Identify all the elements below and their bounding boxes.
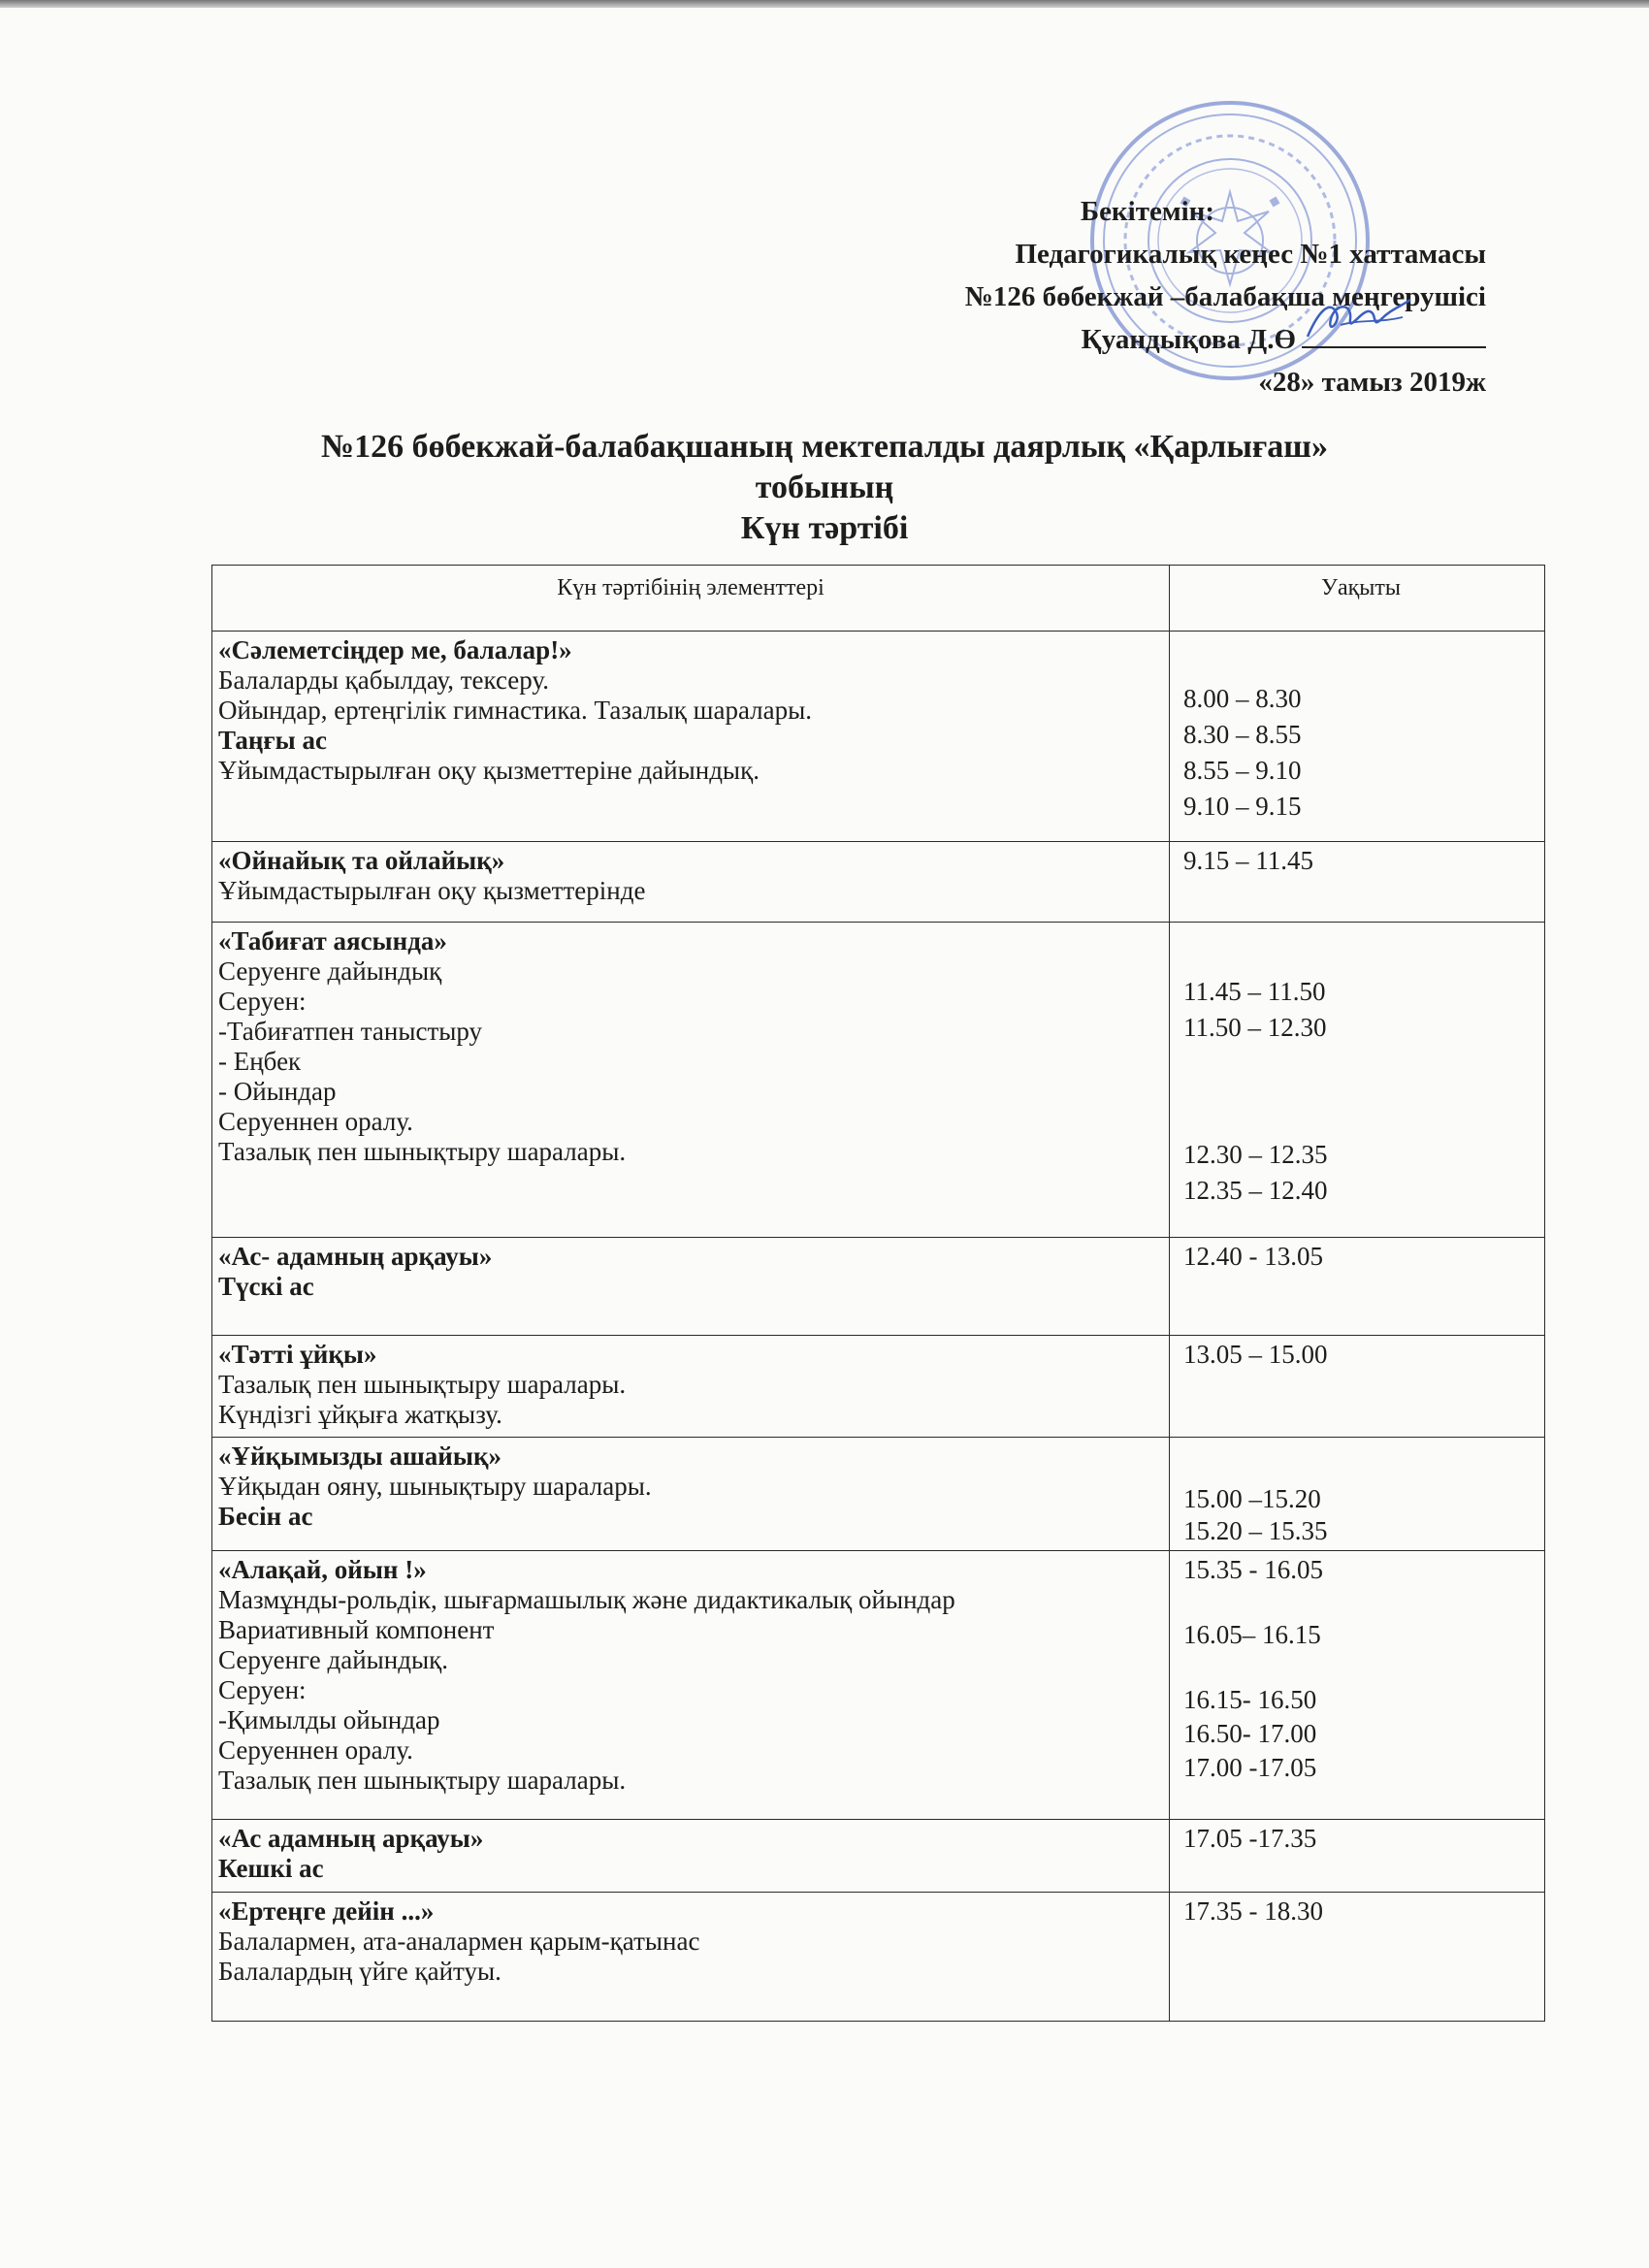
handwritten-signature xyxy=(1302,290,1418,350)
time-value: 12.35 – 12.40 xyxy=(1183,1176,1328,1205)
time-value: 15.20 – 15.35 xyxy=(1183,1516,1328,1545)
table-row xyxy=(212,1438,1545,1551)
activity-title: «Табиғат аясында» xyxy=(218,926,447,956)
time-cell xyxy=(1170,1238,1545,1336)
title-line-1: №126 бөбекжай-балабақшаның мектепалды даярлық «Қарлығаш» xyxy=(320,429,1329,465)
activity-line: Серуенге дайындық xyxy=(218,956,442,986)
time-value: 16.05– 16.15 xyxy=(1183,1620,1321,1649)
approval-block xyxy=(965,190,1486,404)
table-row xyxy=(212,1551,1545,1820)
activity-title: «Ас- адамның арқауы» xyxy=(218,1242,493,1271)
time-cell xyxy=(1170,1893,1545,2022)
activity-line: Ойындар, ертеңгілік гимнастика. Тазалық шаралары. xyxy=(218,696,813,725)
activity-line: - Еңбек xyxy=(218,1047,302,1076)
activity-line: -Қимылды ойындар xyxy=(218,1705,440,1734)
activity-line: Серуеннен оралу. xyxy=(218,1107,413,1136)
activity-title: «Сәлеметсіңдер ме, балалар!» xyxy=(218,635,572,664)
document-title xyxy=(0,427,1649,549)
activity-line: Вариативный компонент xyxy=(218,1615,495,1644)
activity-line: Серуен: xyxy=(218,1675,307,1704)
activity-line: Балалармен, ата-аналармен қарым-қатынас xyxy=(218,1927,700,1956)
approval-date: «28» тамыз 2019ж xyxy=(1258,367,1486,398)
activity-cell xyxy=(212,1438,1170,1551)
time-cell xyxy=(1170,842,1545,923)
activity-cell xyxy=(212,1336,1170,1438)
time-value: 11.45 – 11.50 xyxy=(1183,977,1326,1006)
activity-cell xyxy=(212,1820,1170,1893)
table-row xyxy=(212,1893,1545,2022)
activity-line: Ұйымдастырылған оқу қызметтерінде xyxy=(218,876,646,905)
approval-council-protocol: Педагогикалық кеңес №1 хаттамасы xyxy=(1015,239,1486,270)
activity-cell xyxy=(212,1551,1170,1820)
time-value: 15.00 –15.20 xyxy=(1183,1484,1321,1513)
time-value: 9.15 – 11.45 xyxy=(1183,846,1313,875)
time-cell xyxy=(1170,923,1545,1238)
activity-line: Балалардың үйге қайтуы. xyxy=(218,1957,501,1986)
activity-line: Тазалық пен шынықтыру шаралары. xyxy=(218,1137,627,1166)
activity-line: Ұйымдастырылған оқу қызметтеріне дайындық. xyxy=(218,756,760,785)
time-value: 8.30 – 8.55 xyxy=(1183,720,1302,749)
title-line-3: Күн тәртібі xyxy=(740,510,909,546)
activity-line: Тазалық пен шынықтыру шаралары. xyxy=(218,1370,627,1399)
time-value: 8.55 – 9.10 xyxy=(1183,756,1302,785)
time-value: 17.00 -17.05 xyxy=(1183,1753,1317,1782)
time-value: 8.00 – 8.30 xyxy=(1183,684,1302,713)
activity-line: Серуеннен оралу. xyxy=(218,1735,413,1765)
activity-line: Бесін ас xyxy=(218,1502,313,1531)
activity-line: Тазалық пен шынықтыру шаралары. xyxy=(218,1766,627,1795)
time-cell xyxy=(1170,1438,1545,1551)
time-cell xyxy=(1170,632,1545,842)
activity-cell xyxy=(212,1238,1170,1336)
activity-cell xyxy=(212,842,1170,923)
activity-title: «Тәтті ұйқы» xyxy=(218,1340,377,1369)
time-cell xyxy=(1170,1820,1545,1893)
approval-head-title: №126 бөбекжай –балабақша меңгерушісі xyxy=(964,281,1486,312)
activity-title: «Ойнайық та ойлайық» xyxy=(218,846,505,875)
activity-line: Түскі ас xyxy=(218,1272,314,1301)
time-value: 17.05 -17.35 xyxy=(1183,1824,1317,1853)
title-line-2: тобының xyxy=(755,470,894,505)
table-row xyxy=(212,1238,1545,1336)
activity-line: - Ойындар xyxy=(218,1077,337,1106)
activity-title: «Алақай, ойын !» xyxy=(218,1555,427,1584)
scan-top-edge xyxy=(0,0,1649,8)
activity-line: Кешкі ас xyxy=(218,1854,324,1883)
table-row xyxy=(212,1336,1545,1438)
time-value: 12.40 - 13.05 xyxy=(1183,1242,1323,1271)
time-value: 11.50 – 12.30 xyxy=(1183,1013,1327,1042)
activity-title: «Ұйқымызды ашайық» xyxy=(218,1442,502,1471)
approval-label: Бекітемін: xyxy=(1080,196,1214,227)
table-row xyxy=(212,842,1545,923)
time-cell xyxy=(1170,1336,1545,1438)
approval-head-name: Қуандықова Д.Ө xyxy=(1081,324,1296,355)
header-time: Уақыты xyxy=(1170,566,1545,632)
activity-line: Серуен: xyxy=(218,987,307,1016)
signature-line xyxy=(1302,323,1486,348)
approval-signature-row xyxy=(965,318,1486,361)
activity-line: Балаларды қабылдау, тексеру. xyxy=(218,665,549,695)
activity-line: Серуенге дайындық. xyxy=(218,1645,449,1674)
activity-title: «Ас адамның арқауы» xyxy=(218,1824,484,1853)
time-value: 13.05 – 15.00 xyxy=(1183,1340,1328,1369)
activity-line: -Табиғатпен таныстыру xyxy=(218,1017,483,1046)
time-value: 17.35 - 18.30 xyxy=(1183,1896,1323,1926)
activity-cell xyxy=(212,923,1170,1238)
time-value: 15.35 - 16.05 xyxy=(1183,1555,1323,1584)
table-row xyxy=(212,1820,1545,1893)
activity-line: Мазмұнды-рольдік, шығармашылық және дидактикалық ойындар xyxy=(218,1585,955,1614)
time-value: 12.30 – 12.35 xyxy=(1183,1140,1328,1169)
time-value: 9.10 – 9.15 xyxy=(1183,792,1302,821)
activity-cell xyxy=(212,1893,1170,2022)
activity-cell xyxy=(212,632,1170,842)
daily-schedule-table xyxy=(211,565,1545,2022)
table-row xyxy=(212,923,1545,1238)
time-cell xyxy=(1170,1551,1545,1820)
table-row xyxy=(212,632,1545,842)
activity-title: «Ертеңге дейін ...» xyxy=(218,1896,435,1926)
time-value: 16.50- 17.00 xyxy=(1183,1719,1317,1748)
time-value: 16.15- 16.50 xyxy=(1183,1685,1317,1714)
header-activity: Күн тәртібінің элементтері xyxy=(212,566,1170,632)
activity-line: Таңғы ас xyxy=(218,726,327,755)
table-header-row xyxy=(212,566,1545,632)
activity-line: Күндізгі ұйқыға жатқызу. xyxy=(218,1400,502,1429)
activity-line: Ұйқыдан ояну, шынықтыру шаралары. xyxy=(218,1472,652,1501)
